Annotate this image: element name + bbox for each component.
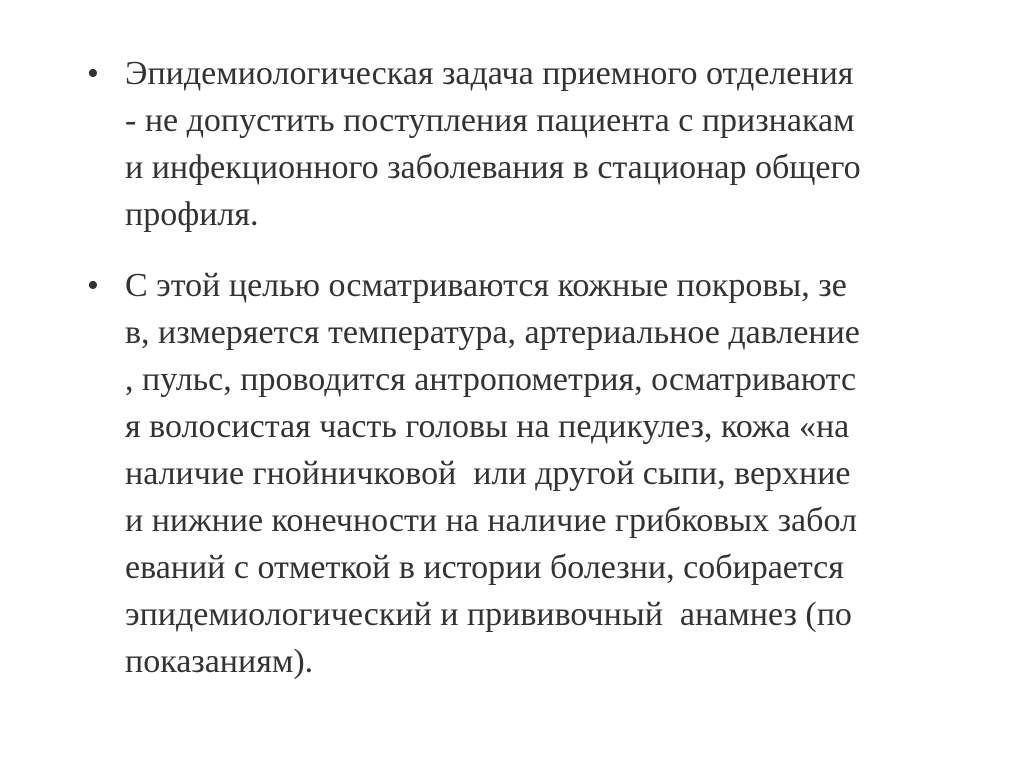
text-line: профиля.	[125, 196, 259, 233]
bullet-list	[87, 50, 997, 709]
text-line: , пульс, проводится антропометрия, осматриваютс	[125, 361, 857, 398]
text-line: я волосистая часть головы на педикулез, кожа «на	[125, 408, 850, 445]
bullet-item-epidemiological-task	[87, 50, 997, 238]
bullet-icon: •	[87, 267, 99, 304]
text-line: и инфекционного заболевания в стационар общего	[125, 149, 861, 186]
text-line: эпидемиологический и прививочный анамнез (по	[125, 596, 852, 633]
bullet-icon: •	[87, 55, 99, 92]
text-line: еваний с отметкой в истории болезни, собирается	[125, 549, 844, 586]
text-line: - не допустить поступления пациента с признакам	[125, 102, 855, 139]
text-line: Эпидемиологическая задача приемного отделения	[125, 55, 854, 92]
text-line: показаниям).	[125, 643, 314, 680]
bullet-item-examination	[87, 262, 997, 685]
text-line: С этой целью осматриваются кожные покровы, зе	[125, 267, 847, 304]
text-line: наличие гнойничковой или другой сыпи, верхние	[125, 455, 851, 492]
text-line: и нижние конечности на наличие грибковых забол	[125, 502, 857, 539]
text-line: в, измеряется температура, артериальное давление	[125, 314, 860, 351]
